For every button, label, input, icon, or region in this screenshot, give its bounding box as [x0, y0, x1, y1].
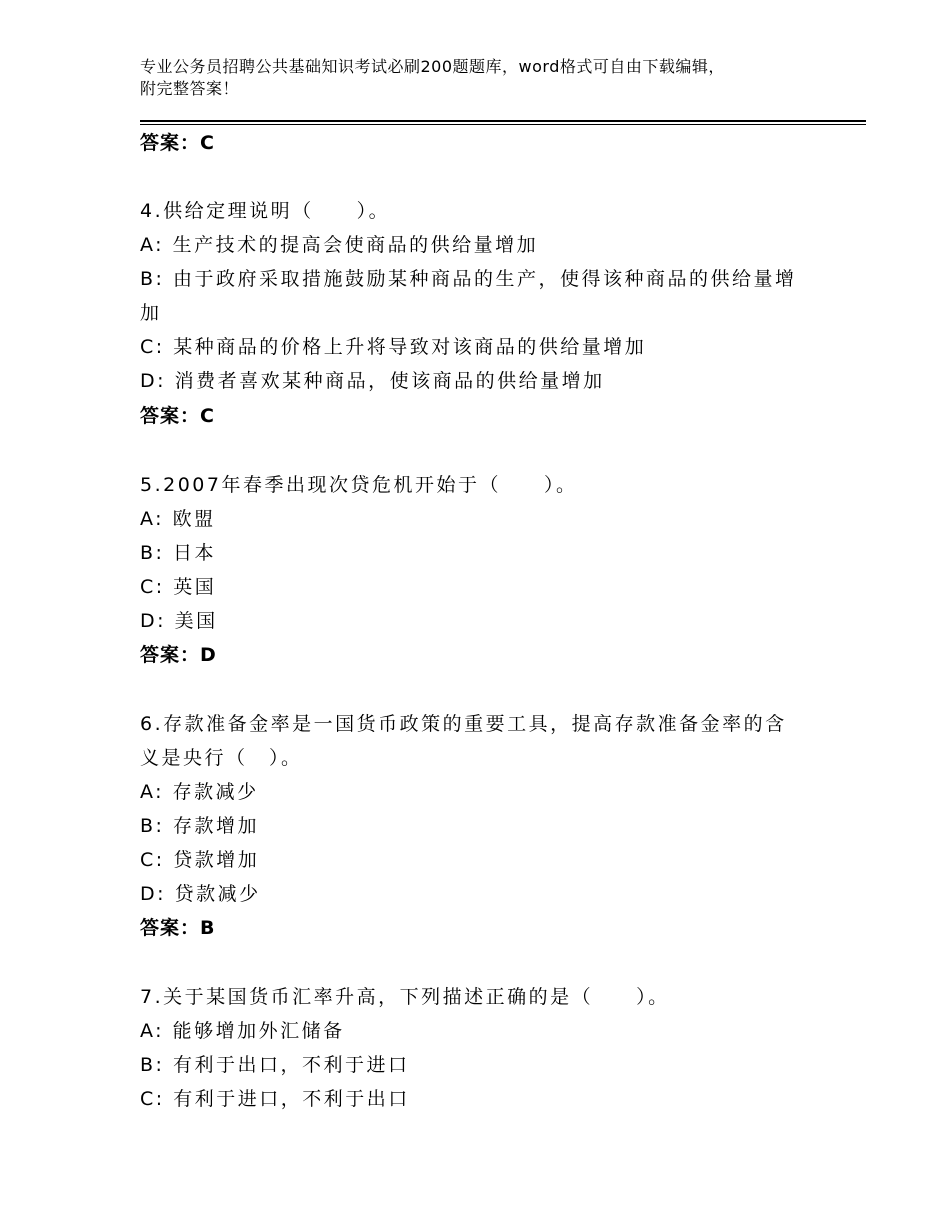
answer-label: 答案： — [140, 644, 201, 666]
question-stem: 5.2007年春季出现次贷危机开始于（ ）。 — [140, 474, 578, 496]
option-b: B: 日本 — [140, 542, 216, 564]
option-d: D: 美国 — [140, 610, 218, 632]
option-a: A: 能够增加外汇储备 — [140, 1020, 345, 1042]
answer-label: 答案： — [140, 405, 201, 427]
answer-value: C — [200, 405, 215, 427]
header-rule-thin — [140, 124, 866, 125]
answer-line — [140, 129, 215, 157]
option-c: C: 有利于进口，不利于出口 — [140, 1088, 410, 1110]
answer-line — [140, 914, 216, 942]
answer-value: C — [200, 132, 215, 154]
option-b: B: 存款增加 — [140, 815, 259, 837]
answer-label: 答案： — [140, 917, 201, 939]
answer-line — [140, 402, 215, 430]
option-c: C: 某种商品的价格上升将导致对该商品的供给量增加 — [140, 336, 647, 358]
answer-value: D — [200, 644, 217, 666]
page-header — [140, 56, 840, 100]
answer-line — [140, 641, 217, 669]
question-stem: 4.供给定理说明（ ）。 — [140, 200, 391, 222]
question-stem-continued: 义是央行（ ）。 — [140, 747, 303, 769]
answer-label: 答案： — [140, 132, 201, 154]
header-rule-thick — [140, 120, 866, 122]
option-d: D: 消费者喜欢某种商品，使该商品的供给量增加 — [140, 370, 605, 392]
question-stem: 7.关于某国货币汇率升高，下列描述正确的是（ ）。 — [140, 986, 670, 1008]
option-a: A: 生产技术的提高会使商品的供给量增加 — [140, 234, 539, 256]
option-b: B: 由于政府采取措施鼓励某种商品的生产，使得该种商品的供给量增 — [140, 268, 797, 290]
question-stem: 6.存款准备金率是一国货币政策的重要工具，提高存款准备金率的含 — [140, 713, 787, 735]
header-line-2: 附完整答案！ — [140, 79, 240, 98]
option-c: C: 贷款增加 — [140, 849, 260, 871]
option-a: A: 欧盟 — [140, 508, 216, 530]
option-a: A: 存款减少 — [140, 781, 259, 803]
option-d: D: 贷款减少 — [140, 883, 261, 905]
header-line-1: 专业公务员招聘公共基础知识考试必刷200题题库，word格式可自由下载编辑， — [140, 57, 725, 76]
option-b: B: 有利于出口，不利于进口 — [140, 1054, 410, 1076]
option-b-continued: 加 — [140, 302, 162, 324]
answer-value: B — [200, 917, 216, 939]
option-c: C: 英国 — [140, 576, 217, 598]
